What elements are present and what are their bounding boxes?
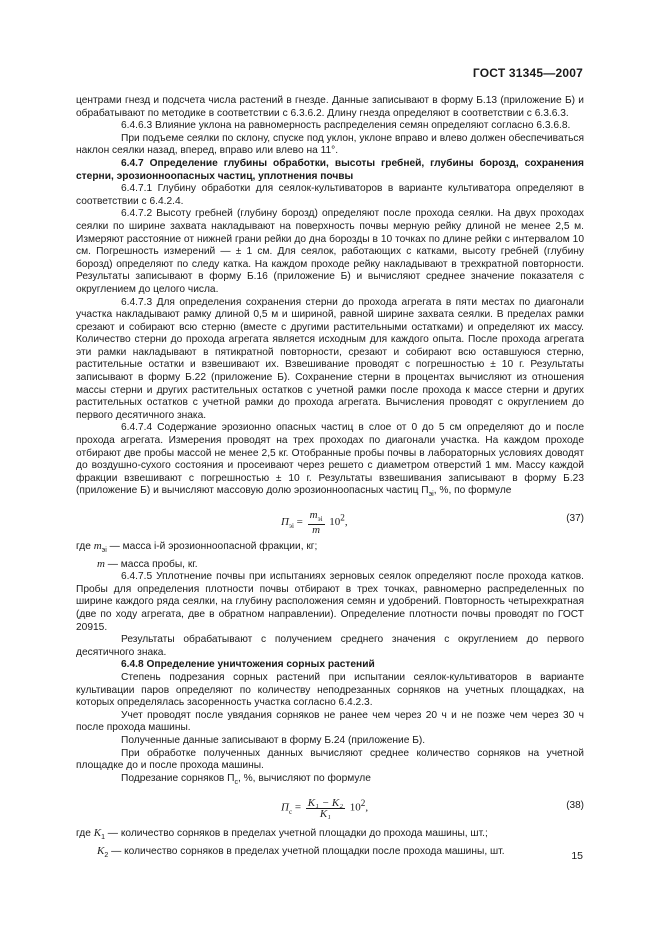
denominator <box>306 809 345 819</box>
formula-comma: , <box>365 802 369 815</box>
equation-number: (38) <box>566 800 584 812</box>
paragraph <box>76 773 584 790</box>
fraction <box>308 510 325 535</box>
formula-symbol: m <box>309 509 318 522</box>
paragraph <box>76 422 584 502</box>
subscript: 2 <box>104 852 109 860</box>
superscript: 2 <box>340 512 345 523</box>
paragraph: 6.4.7.1 Глубину обработки для сеялок-культиваторов в варианте культиватора определяют в соответствии с 6.4.2.4. <box>76 183 584 207</box>
formula-symbol: П <box>281 515 289 528</box>
equation-number: (37) <box>566 513 584 525</box>
formula-symbol: П <box>281 802 289 815</box>
formula-expression <box>281 510 348 535</box>
definition-text: — масса i-й эрозионноопасной фракции, кг; <box>106 541 318 553</box>
subscript: с <box>288 808 293 817</box>
formula-expression <box>281 797 368 819</box>
paragraph: Степень подрезания сорных растений при испытании сеялок-культиваторов в варианте культивации паров определяют по количеству неподрезанных сорняков на учетных площадках, на которых определялась засоренность участка согласно 6.4.2.3. <box>76 672 584 709</box>
subscript: эi <box>317 514 323 523</box>
formula-37 <box>76 506 584 536</box>
paragraph: 6.4.6.3 Влияние уклона на равномерность распределения семян определяют согласно 6.3.6.8. <box>121 120 571 132</box>
paragraph: центрами гнезд и подсчета числа растений в гнезде. Данные записывают в форму Б.13 (приложение Б) и обрабатывают по методике в соответствии с 6.3.6.2. Длину гнезда определяют в соответствии с 6.3.6.3. <box>76 95 584 119</box>
formula-symbol: K <box>93 827 102 840</box>
formula-comma: , <box>344 515 348 528</box>
equals-sign: = <box>294 802 302 815</box>
paragraph: Полученные данные записывают в форму Б.24 (приложение Б). <box>121 734 426 746</box>
formula-symbol: K <box>97 845 105 857</box>
definition-line <box>76 540 584 558</box>
paragraph: Учет проводят после увядания сорняков не ранее чем через 20 ч и не позже чем через 30 ч после прохода машины. <box>76 709 584 734</box>
section-heading: 6.4.7 Определение глубины обработки, высоты гребней, глубины борозд, сохранения стерни, эрозионноопасных частиц, уплотнения почвы <box>76 157 584 182</box>
paragraph: При обработке полученных данных вычисляют среднее количество сорняков на учетной площадке до и после прохода машины. <box>76 747 584 772</box>
paragraph-text: , %, вычисляют по формуле <box>237 772 371 784</box>
paragraph: 6.4.7.5 Уплотнение почвы при испытаниях зерновых сеялок определяют после прохода катков. Пробы для определения плотности почвы отбирают в трех точках, равномерно распределенных по ширине каждого ряда сеялки, на глубину расположения семян и удобрений. Повторность четырехкратная (две по ходу агрегата, две в обратном направлении). Определение плотности почвы проводят по ГОСТ 20915. <box>76 571 584 633</box>
subscript: эi <box>101 547 107 555</box>
equals-sign: = <box>296 515 303 528</box>
paragraph: 6.4.7.3 Для определения сохранения стерни до прохода агрегата в пяти местах по диагонали участка накладывают рамку длиной 0,5 м и шириной, равной ширине захвата сеялки. В пределах рамки срезают и собирают всю стерню (вместе с другими растительными остатками) и определяют их массу. Количество стерни до прохода агрегата является исходным для каждого опыта. После прохода агрегата эти рамки накладывают в пятикратной повторности, срезают и собирают всю оставшуюся стерню, растительные остатки и взвешивают их. Взвешивание проводят с погрешностью ± 10 г. Результаты записывают в форму Б.22 (приложение Б). Сохранение стерни в процентах вычисляют из отношения массы стерни и других растительных остатков с учетной рамки после прохода к массе стерни и других растительных остатков с учетной рамки до прохода агрегата. Вычисления проводят с округлением до первого десятичного знака. <box>76 296 584 421</box>
subscript: с <box>234 778 238 786</box>
paragraph-text: Подрезание сорняков П <box>121 772 235 784</box>
superscript: 2 <box>360 798 366 809</box>
denominator <box>308 525 325 535</box>
definition-line <box>76 827 584 845</box>
paragraph-text: 6.4.7.4 Содержание эрозионно опасных частиц в слое от 0 до 5 см определяют до и после прохода агрегата. Измерения проводят на трех проходах по диагонали участка. На каждом проходе отбирают две пробы массой не менее 2,5 кг. Отобранные пробы почвы в лабораторных условиях доводят до воздушно-сухого состояния и просеивают через решето с диаметром отверстий 1 мм. Массу каждой фракции взвешивают с погрешностью ± 10 г. Результаты взвешивания записывают в форму Б.23 (приложение Б) и вычисляют массовую долю эрозионноопасных частиц П <box>76 422 584 497</box>
formula-factor: 10 <box>349 802 361 815</box>
subscript: эi <box>288 522 294 531</box>
subscript: 1 <box>101 834 105 842</box>
formula-38 <box>76 793 584 823</box>
fraction <box>306 798 345 819</box>
formula-definitions <box>76 540 584 571</box>
definition-text: — масса пробы, кг. <box>104 558 198 570</box>
where-label: где <box>76 541 91 553</box>
definition-line <box>76 845 584 863</box>
formula-factor: 10 <box>329 515 341 528</box>
subscript: эi <box>428 491 434 499</box>
formula-symbol: m <box>312 523 321 536</box>
numerator <box>308 510 325 525</box>
formula-symbol: K₁ <box>319 808 331 820</box>
document-code: ГОСТ 31345—2007 <box>472 66 583 80</box>
definition-line <box>76 558 584 572</box>
formula-symbol: m <box>93 540 102 553</box>
definition-text: — количество сорняков в пределах учетной площадки до прохода машины, шт.; <box>104 828 488 840</box>
paragraph: При подъеме сеялки по склону, спуске под уклон, уклоне вправо и влево должен обеспечиваться наклон сеялки назад, вперед, вправо или влево на 11°. <box>76 132 584 157</box>
where-label: где <box>76 828 91 840</box>
paragraph: Результаты обрабатывают с получением среднего значения с округлением до первого десятичного знака. <box>76 634 584 658</box>
document-body <box>76 95 584 863</box>
formula-symbol: m <box>97 557 105 570</box>
definition-text: — количество сорняков в пределах учетной площадки после прохода машины, шт. <box>108 846 505 857</box>
formula-definitions <box>76 827 584 862</box>
formula-symbol: K₁ − K₂ <box>307 797 344 809</box>
paragraph-text: , %, по формуле <box>433 485 512 497</box>
paragraph: 6.4.7.2 Высоту гребней (глубину борозд) определяют после прохода сеялки. На двух проходах сеялки по ширине захвата накладывают на поверхность почвы мерную рейку длиной не менее 2,5 м. Измеряют расстояние от нижней грани рейки до дна борозды в 10 точках по длине рейки с интервалом 10 см. Погрешность измерений — ± 1 см. Для сеялок, работающих с катками, высоту гребней (глубину борозд) определяют по следу катка. На каждом проходе рейку накладывают в трехкратной повторности. Результаты записывают в форму Б.16 (приложение Б) и вычисляют среднее значение показателя с округлением до целого числа. <box>76 208 584 295</box>
section-heading: 6.4.8 Определение уничтожения сорных растений <box>121 659 375 671</box>
page-number: 15 <box>571 850 583 862</box>
